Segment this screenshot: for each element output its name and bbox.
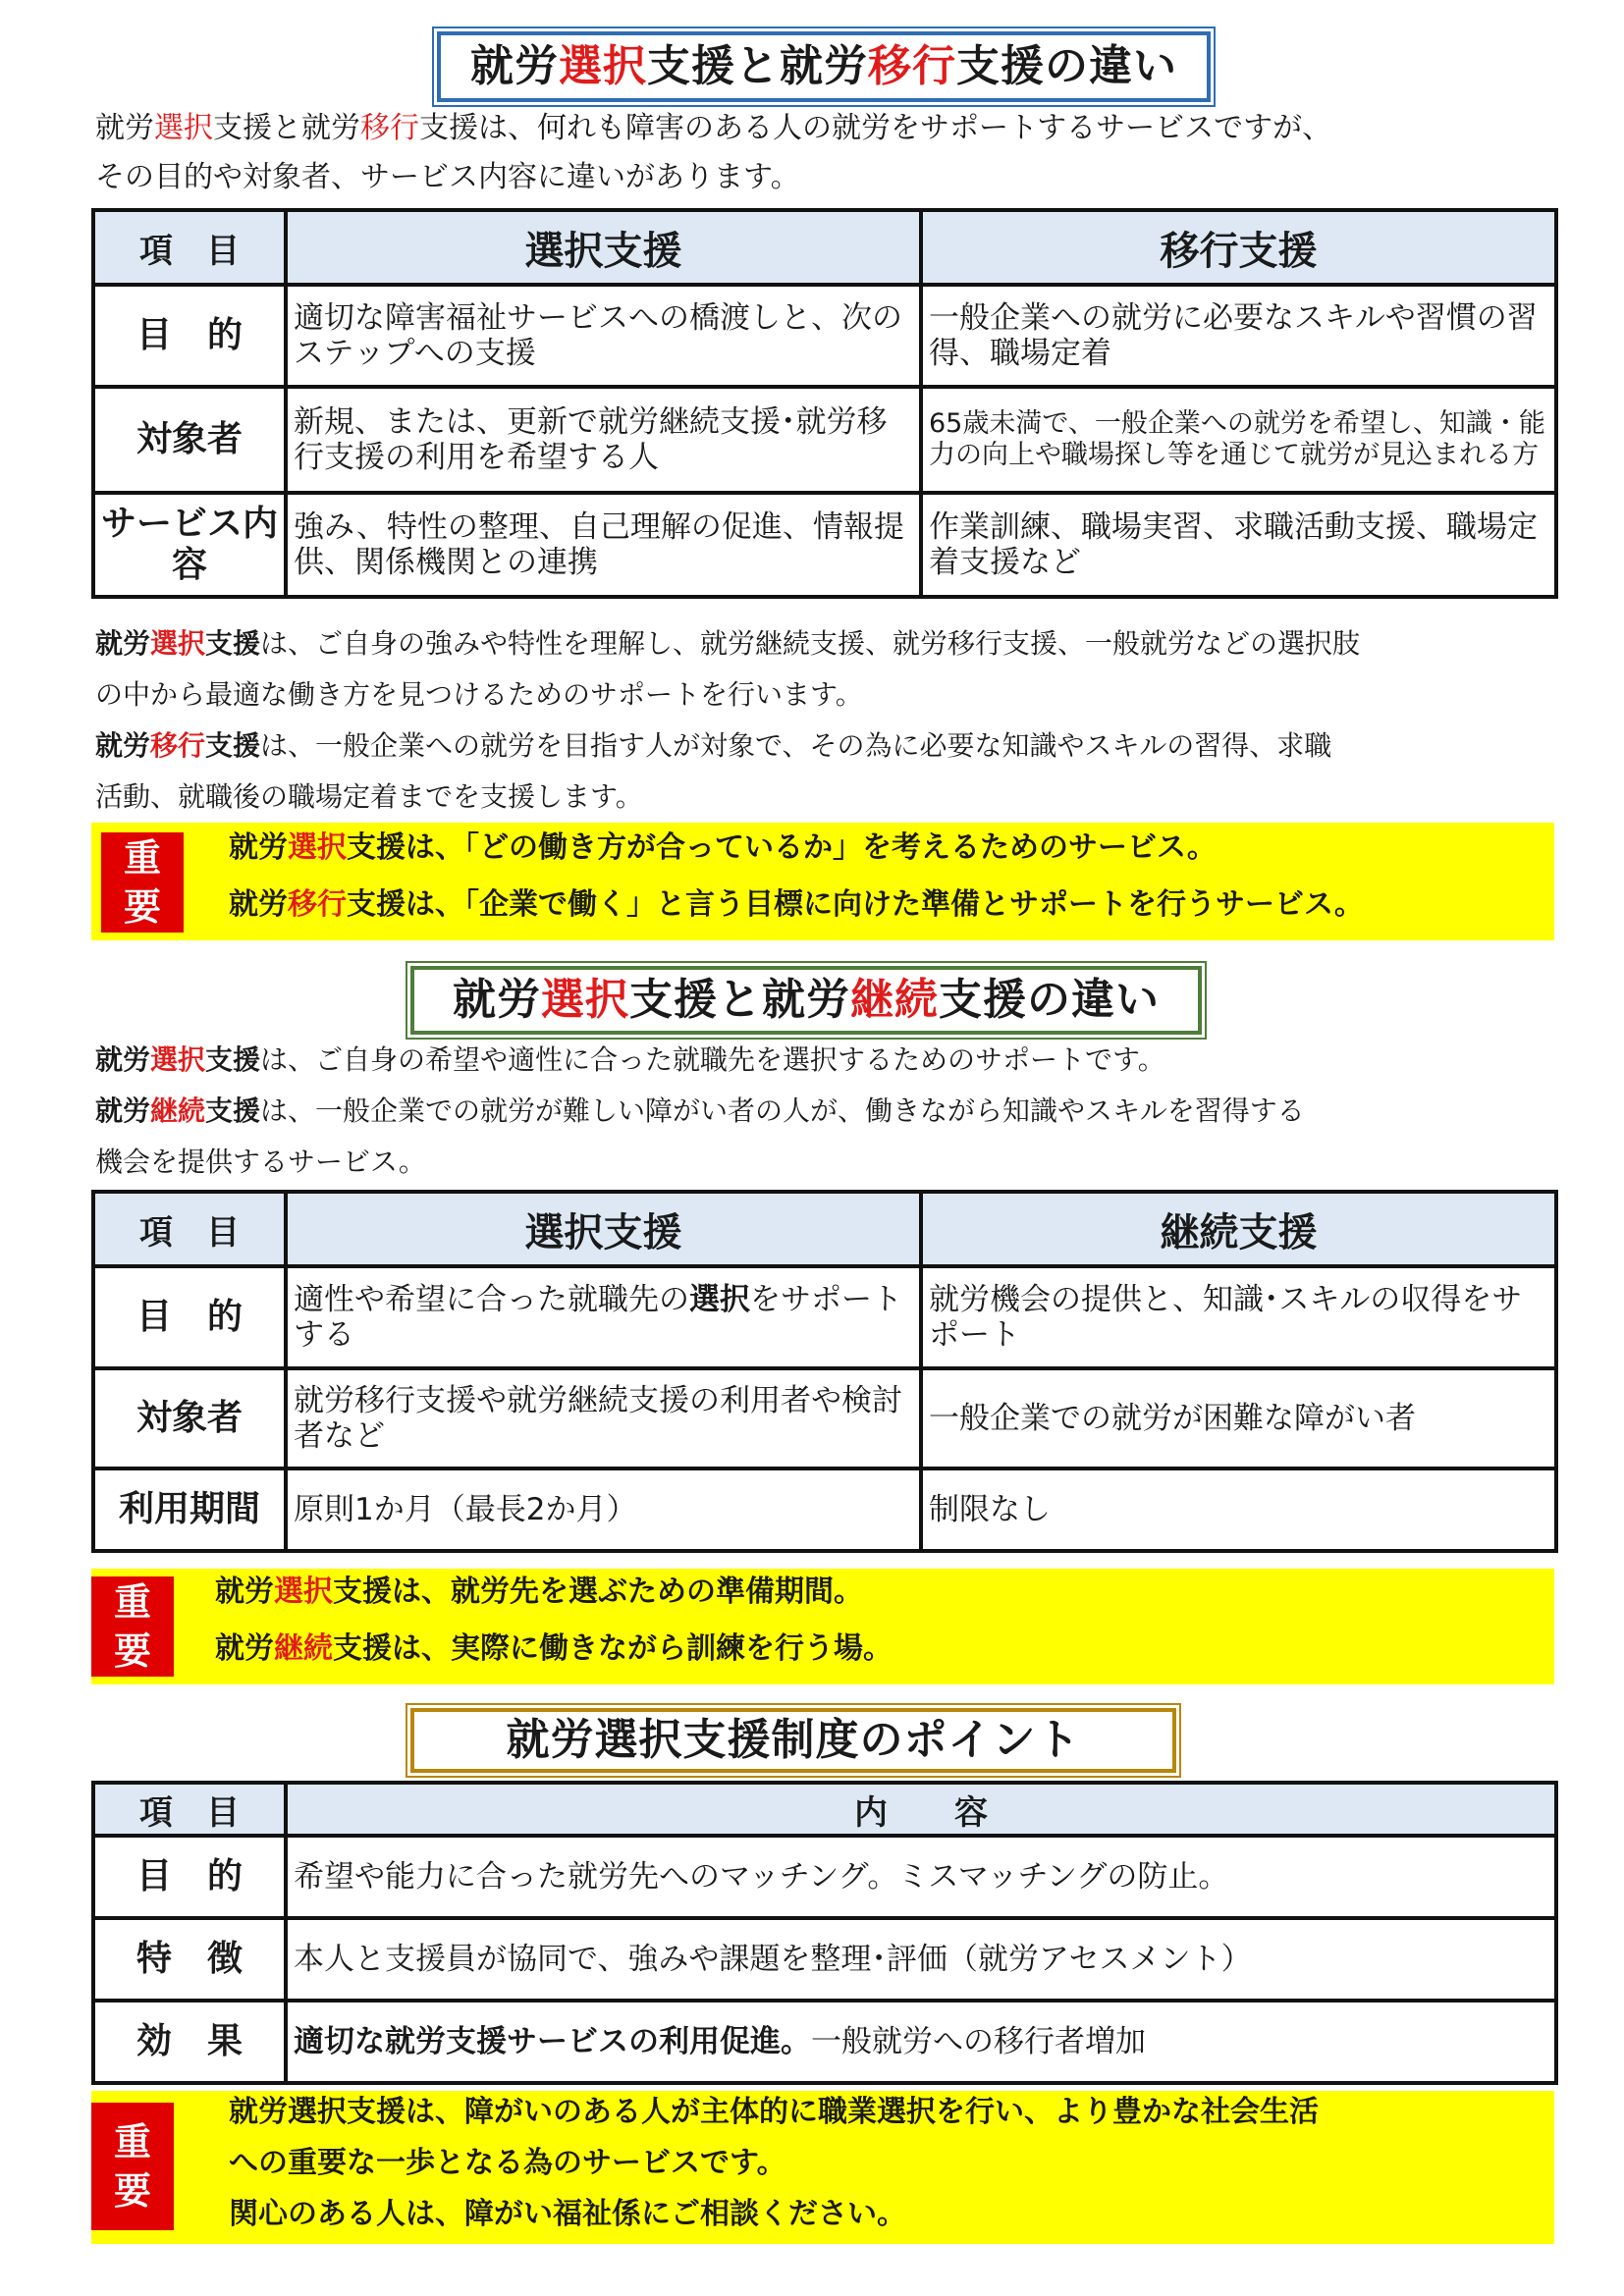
header-selection-support: 選択支援 (286, 210, 921, 285)
header-continuation-support: 継続支援 (921, 1192, 1556, 1266)
cell-continuation-period: 制限なし (921, 1468, 1556, 1551)
important-line: への重要な一歩となる為のサービスです。 (229, 2146, 786, 2180)
important-badge: 重 要 (91, 1576, 174, 1677)
table-row (93, 1266, 1556, 1368)
cell-selection-target: 就労移行支援や就労継続支援の利用者や検討者など (286, 1368, 921, 1468)
cell-effect: 適切な就労支援サービスの利用促進。一般就労への移行者増加 (286, 2001, 1556, 2083)
cell-transition-target: 65歳未満で、一般企業への就労を希望し、知識・能力の向上や職場探し等を通じて就労が見込まれる方 (921, 387, 1556, 493)
important-line: 就労選択支援は、障がいのある人が主体的に職業選択を行い、より豊かな社会生活 (229, 2095, 1319, 2129)
table-row (93, 2001, 1556, 2083)
row-label-service: サービス内容 (93, 493, 286, 597)
header-item: 項 目 (93, 210, 286, 285)
cell-selection-purpose: 適切な障害福祉サービスへの橋渡しと、次のステップへの支援 (286, 285, 921, 387)
header-transition-support: 移行支援 (921, 210, 1556, 285)
section1-title: 就労 選択 支援と就労 移行 支援の違い (437, 31, 1211, 102)
row-label-effect: 効 果 (93, 2001, 286, 2083)
cell-transition-service: 作業訓練、職場実習、求職活動支援、職場定着支援など (921, 493, 1556, 597)
important-badge: 重 要 (101, 832, 184, 933)
table-row (93, 1836, 1556, 1918)
row-label-feature: 特 徴 (93, 1918, 286, 2001)
header-selection-support: 選択支援 (286, 1192, 921, 1266)
table-header-row (93, 1192, 1556, 1266)
section1-intro: 就労選択支援と就労移行支援は、何れも障害のある人の就労をサポートするサービスですが、 その目的や対象者、サービス内容に違いがあります。 (95, 111, 1332, 194)
cell-selection-service: 強み、特性の整理、自己理解の促進、情報提供、関係機関との連携 (286, 493, 921, 597)
header-content: 内 容 (286, 1783, 1556, 1836)
cell-selection-period: 原則1か月（最長2か月） (286, 1468, 921, 1551)
table-header-row (93, 1783, 1556, 1836)
cell-selection-purpose: 適性や希望に合った就職先の選択をサポートする (286, 1266, 921, 1368)
section2-title: 就労 選択 支援と就労 継続 支援の違い (410, 966, 1202, 1035)
section2-intro: 就労選択支援は、ご自身の希望や適性に合った就職先を選択するためのサポートです。 就労継続支援は、一般企業での就労が難しい障がい者の人が、働きながら知識やスキルを習得する 機会を提供するサービス。 (95, 1043, 1305, 1178)
section3-title: 就労選択支援制度のポイント (410, 1708, 1176, 1773)
row-label-purpose: 目 的 (93, 1266, 286, 1368)
cell-continuation-purpose: 就労機会の提供と、知識･スキルの収得をサポート (921, 1266, 1556, 1368)
important-line: 就労選択支援は、就労先を選ぶための準備期間。 (215, 1575, 863, 1609)
cell-continuation-target: 一般企業での就労が困難な障がい者 (921, 1368, 1556, 1468)
table-row (93, 1468, 1556, 1551)
important-line: 就労選択支援は、「どの働き方が合っているか」を考えるためのサービス。 (229, 830, 1217, 865)
row-label-target: 対象者 (93, 387, 286, 493)
header-item: 項 目 (93, 1783, 286, 1836)
cell-feature: 本人と支援員が協同で、強みや課題を整理･評価（就労アセスメント） (286, 1918, 1556, 2001)
row-label-period: 利用期間 (93, 1468, 286, 1551)
important-line: 就労移行支援は、「企業で働く」と言う目標に向けた準備とサポートを行うサービス。 (229, 887, 1364, 922)
important-line: 関心のある人は、障がい福祉係にご相談ください。 (229, 2197, 906, 2231)
cell-selection-target: 新規、または、更新で就労継続支援･就労移行支援の利用を希望する人 (286, 387, 921, 493)
table-row (93, 285, 1556, 387)
cell-transition-purpose: 一般企業への就労に必要なスキルや習慣の習得、職場定着 (921, 285, 1556, 387)
section1-description: 就労選択支援は、ご自身の強みや特性を理解し、就労継続支援、就労移行支援、一般就労などの選択肢 の中から最適な働き方を見つけるためのサポートを行います。 就労移行支援は、一般企業への就労を目指す人が対象で、その為に必要な知識やスキルの習得、求職 活動、就職後の職場定着までを支援します。 (95, 627, 1361, 813)
section2-important-box (91, 1569, 1554, 1684)
section1-comparison-table (91, 208, 1558, 599)
section3-important-box (91, 2091, 1554, 2244)
table-header-row (93, 210, 1556, 285)
section3-points-table (91, 1781, 1558, 2085)
table-row (93, 493, 1556, 597)
table-row (93, 387, 1556, 493)
cell-purpose: 希望や能力に合った就労先へのマッチング。ミスマッチングの防止。 (286, 1836, 1556, 1918)
table-row (93, 1918, 1556, 2001)
important-line: 就労継続支援は、実際に働きながら訓練を行う場。 (215, 1631, 893, 1666)
section1-important-box (91, 823, 1554, 940)
header-item: 項 目 (93, 1192, 286, 1266)
row-label-purpose: 目 的 (93, 285, 286, 387)
section2-comparison-table (91, 1190, 1558, 1553)
row-label-target: 対象者 (93, 1368, 286, 1468)
important-badge: 重 要 (91, 2103, 174, 2230)
table-row (93, 1368, 1556, 1468)
row-label-purpose: 目 的 (93, 1836, 286, 1918)
